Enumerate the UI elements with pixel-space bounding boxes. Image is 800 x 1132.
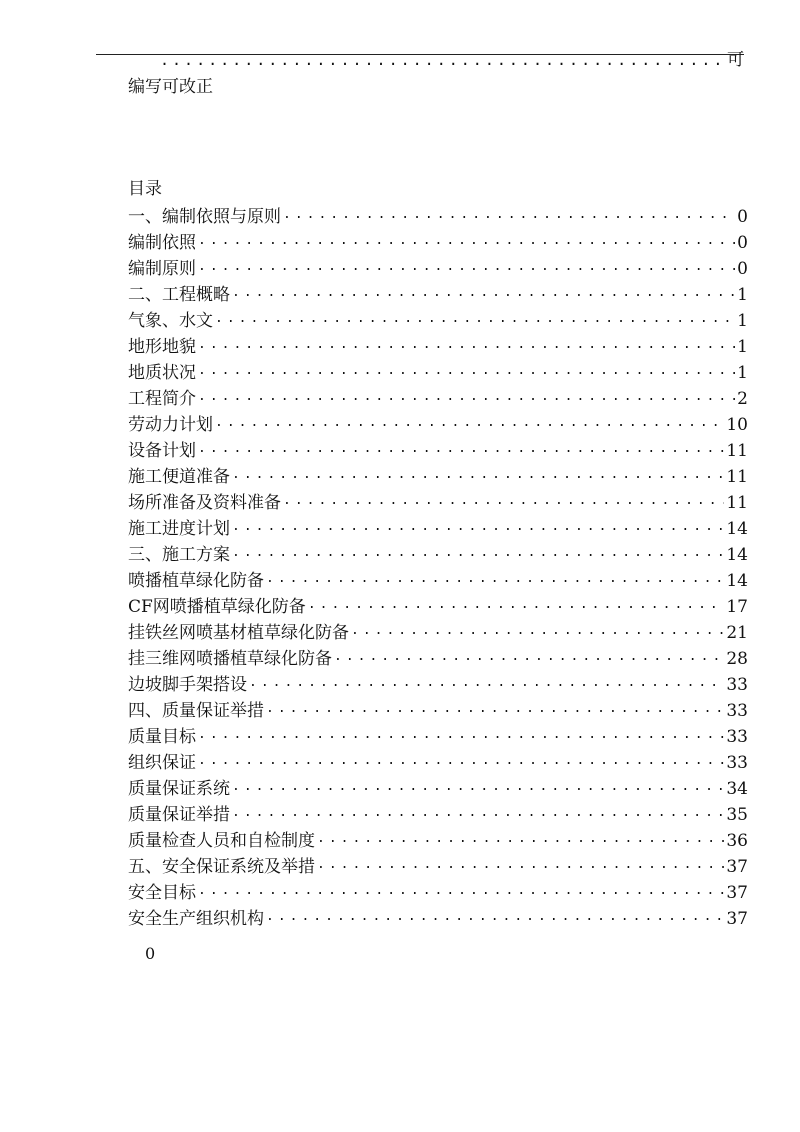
toc-dot-leader	[198, 386, 735, 412]
header-subtitle: 编写可改正	[128, 77, 213, 97]
toc-entry[interactable]	[128, 334, 748, 360]
toc-entry-label: 边坡脚手架搭设	[128, 675, 247, 695]
header-tail-text: 可	[727, 50, 744, 70]
toc-dot-leader	[334, 646, 724, 672]
toc-entry-label: 劳动力计划	[128, 415, 213, 435]
toc-dot-leader	[198, 360, 735, 386]
toc-entry[interactable]	[128, 724, 748, 750]
toc-entry-page: 0	[737, 259, 748, 279]
toc-entry-label: 二、工程概略	[128, 285, 230, 305]
toc-entry-page: 37	[726, 909, 748, 929]
toc-entry-label: 工程简介	[128, 389, 196, 409]
toc-entry-page: 37	[726, 857, 748, 877]
toc-entry[interactable]	[128, 854, 748, 880]
toc-entry-label: 气象、水文	[128, 311, 213, 331]
toc-entry-label: 施工便道准备	[128, 467, 230, 487]
toc-dot-leader	[232, 776, 724, 802]
toc-entry-label: 挂三维网喷播植草绿化防备	[128, 649, 332, 669]
toc-dot-leader	[232, 464, 724, 490]
toc-dot-leader	[232, 802, 724, 828]
toc-entry-page: 34	[726, 779, 748, 799]
toc-entry-label: 质量保证举措	[128, 805, 230, 825]
toc-entry[interactable]	[128, 672, 748, 698]
toc-dot-leader	[232, 282, 735, 308]
toc-dot-leader	[232, 516, 724, 542]
toc-entry-page: 33	[726, 701, 748, 721]
toc-entry[interactable]	[128, 360, 748, 386]
toc-entry[interactable]	[128, 438, 748, 464]
toc-dot-leader	[198, 880, 724, 906]
toc-entry-page: 33	[726, 727, 748, 747]
toc-entry-page: 37	[726, 883, 748, 903]
toc-entry-label: 地形地貌	[128, 337, 196, 357]
toc-dot-leader	[198, 334, 735, 360]
toc-entry[interactable]	[128, 776, 748, 802]
toc-entry-label: 施工进度计划	[128, 519, 230, 539]
toc-entry[interactable]	[128, 906, 748, 932]
toc-entry[interactable]	[128, 464, 748, 490]
header-leader-line	[160, 49, 744, 71]
toc-entry[interactable]	[128, 568, 748, 594]
toc-entry[interactable]	[128, 412, 748, 438]
toc-entry[interactable]	[128, 282, 748, 308]
toc-list	[128, 204, 748, 932]
toc-entry[interactable]	[128, 542, 748, 568]
toc-entry-label: 三、施工方案	[128, 545, 230, 565]
toc-entry[interactable]	[128, 386, 748, 412]
toc-dot-leader	[198, 724, 724, 750]
toc-dot-leader	[283, 204, 735, 230]
toc-entry-label: 喷播植草绿化防备	[128, 571, 264, 591]
toc-dot-leader	[198, 438, 724, 464]
toc-entry-page: 33	[726, 753, 748, 773]
toc-entry-page: 36	[726, 831, 748, 851]
toc-entry-label: CF网喷播植草绿化防备	[128, 597, 306, 617]
toc-dot-leader	[198, 256, 735, 282]
toc-entry[interactable]	[128, 516, 748, 542]
toc-entry[interactable]	[128, 204, 748, 230]
toc-entry[interactable]	[128, 620, 748, 646]
toc-entry-label: 一、编制依照与原则	[128, 207, 281, 227]
toc-title: 目录	[128, 179, 162, 199]
toc-entry-label: 编制原则	[128, 259, 196, 279]
header-dot-leader	[160, 49, 725, 71]
toc-dot-leader	[198, 750, 724, 776]
toc-entry[interactable]	[128, 646, 748, 672]
toc-entry-page: 1	[737, 285, 748, 305]
toc-entry-page: 17	[726, 597, 748, 617]
toc-entry[interactable]	[128, 256, 748, 282]
toc-dot-leader	[317, 828, 724, 854]
toc-entry-page: 14	[726, 545, 748, 565]
toc-entry-label: 四、质量保证举措	[128, 701, 264, 721]
toc-entry[interactable]	[128, 828, 748, 854]
toc-dot-leader	[215, 412, 724, 438]
toc-entry-page: 33	[726, 675, 748, 695]
toc-entry-page: 2	[737, 389, 748, 409]
toc-entry-label: 五、安全保证系统及举措	[128, 857, 315, 877]
toc-dot-leader	[266, 906, 724, 932]
toc-dot-leader	[215, 308, 735, 334]
toc-entry[interactable]	[128, 490, 748, 516]
toc-entry-page: 1	[737, 337, 748, 357]
toc-entry-page: 14	[726, 571, 748, 591]
toc-entry[interactable]	[128, 308, 748, 334]
toc-entry-page: 0	[737, 233, 748, 253]
toc-entry-label: 质量目标	[128, 727, 196, 747]
toc-dot-leader	[317, 854, 724, 880]
toc-dot-leader	[266, 568, 724, 594]
toc-entry-page: 0	[737, 207, 748, 227]
toc-entry[interactable]	[128, 802, 748, 828]
toc-entry-label: 场所准备及资料准备	[128, 493, 281, 513]
toc-entry-page: 10	[726, 415, 748, 435]
toc-entry-page: 21	[726, 623, 748, 643]
toc-dot-leader	[266, 698, 724, 724]
toc-entry-label: 安全生产组织机构	[128, 909, 264, 929]
toc-dot-leader	[232, 542, 724, 568]
toc-entry[interactable]	[128, 750, 748, 776]
toc-entry[interactable]	[128, 230, 748, 256]
toc-dot-leader	[283, 490, 724, 516]
toc-dot-leader	[351, 620, 724, 646]
toc-dot-leader	[198, 230, 735, 256]
toc-dot-leader	[308, 594, 725, 620]
toc-entry-page: 11	[726, 493, 748, 513]
toc-entry-label: 质量检查人员和自检制度	[128, 831, 315, 851]
toc-entry[interactable]	[128, 880, 748, 906]
toc-entry-label: 地质状况	[128, 363, 196, 383]
toc-entry[interactable]	[128, 594, 748, 620]
toc-entry-label: 安全目标	[128, 883, 196, 903]
toc-dot-leader	[249, 672, 724, 698]
footer-page-number: 0	[145, 944, 156, 963]
toc-entry-page: 14	[726, 519, 748, 539]
toc-entry-page: 1	[737, 363, 748, 383]
toc-entry-page: 11	[726, 467, 748, 487]
toc-entry-page: 11	[726, 441, 748, 461]
toc-entry-label: 设备计划	[128, 441, 196, 461]
toc-entry[interactable]	[128, 698, 748, 724]
toc-entry-page: 28	[726, 649, 748, 669]
toc-entry-page: 1	[737, 311, 748, 331]
toc-entry-label: 挂铁丝网喷基材植草绿化防备	[128, 623, 349, 643]
toc-entry-label: 编制依照	[128, 233, 196, 253]
toc-entry-label: 质量保证系统	[128, 779, 230, 799]
toc-entry-page: 35	[726, 805, 748, 825]
toc-entry-label: 组织保证	[128, 753, 196, 773]
